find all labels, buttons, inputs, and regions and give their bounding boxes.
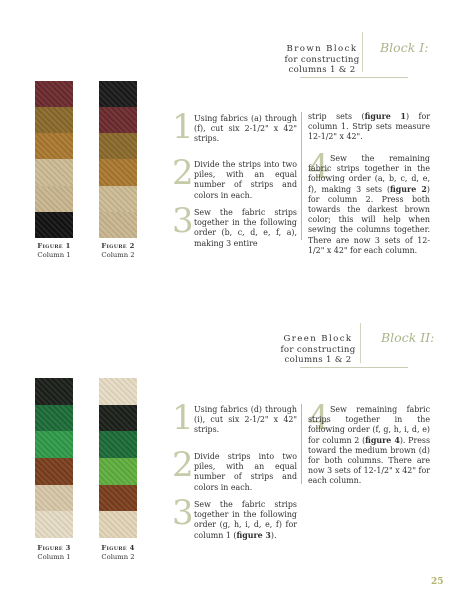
step-text xyxy=(194,500,297,541)
figure4-caption xyxy=(90,544,146,561)
step-number: 3 xyxy=(172,493,194,533)
step-text: Divide the strips into two piles, with an equal number of strips and colors in each. xyxy=(194,160,297,200)
fabric-strip xyxy=(99,133,137,159)
figure1-caption xyxy=(26,242,82,259)
figure3-label: Figure 3 xyxy=(37,544,71,552)
fabric-strip xyxy=(99,107,137,133)
fabric-strip xyxy=(35,485,73,512)
fabric-strip xyxy=(35,511,73,538)
step-text-a: Sew the fabric strips together in the following order (g, h, i, d, e, f) for column 1 ( xyxy=(194,500,297,540)
block2-step4 xyxy=(308,398,433,486)
fabric-strip xyxy=(99,511,137,538)
figure4-label: Figure 4 xyxy=(101,544,135,552)
fabric-strip xyxy=(35,107,73,133)
block1-heading xyxy=(276,44,368,76)
fabric-strip xyxy=(99,405,137,432)
block1-heading-line1: Brown Block xyxy=(286,44,358,54)
step-text-a: Sew remaining fabric strips together in the following order (f, g, h, i, d, e) for column 2 ( xyxy=(308,405,430,445)
block1-step4 xyxy=(308,147,433,255)
figure-ref: figure 4 xyxy=(365,435,400,445)
step-text: Using fabrics (a) through (f), cut six 2-1/2" x 42" strips. xyxy=(194,114,297,144)
block1-step2 xyxy=(172,153,297,200)
figure-ref: figure 2 xyxy=(390,184,427,194)
figure1-label: Figure 1 xyxy=(37,242,71,250)
block2-heading xyxy=(272,334,364,366)
step-number: 3 xyxy=(172,201,194,241)
figure2-sub: Column 2 xyxy=(101,250,135,259)
step-number: 4 xyxy=(308,398,330,438)
block1-step3 xyxy=(172,201,297,248)
block1-heading-line2: for constructing xyxy=(284,54,360,65)
block2-step3 xyxy=(172,493,297,540)
step-number: 2 xyxy=(172,153,194,193)
step-text xyxy=(308,112,430,143)
step-text-b: ). Press toward the medium brown (d) for both columns. There are now 3 sets of 12-1/2" x 42" for each column. xyxy=(308,435,431,486)
block2-column-divider xyxy=(301,404,302,484)
figure1-strip-set xyxy=(35,81,73,238)
fabric-strip xyxy=(35,212,73,238)
figure1-sub: Column 1 xyxy=(37,250,71,259)
figure2-label: Figure 2 xyxy=(101,242,135,250)
step-number: 1 xyxy=(172,107,194,147)
figure4-strip-set xyxy=(99,378,137,538)
block1-tag: Block I: xyxy=(380,40,429,55)
block2-tag: Block II: xyxy=(381,330,435,345)
step-text xyxy=(308,405,430,487)
fabric-strip xyxy=(35,133,73,159)
block2-heading-line1: Green Block xyxy=(283,334,353,344)
block1-heading-line3: columns 1 & 2 xyxy=(288,65,356,75)
fabric-strip xyxy=(99,485,137,512)
fabric-strip xyxy=(99,81,137,107)
step-text xyxy=(308,154,430,256)
figure3-sub: Column 1 xyxy=(37,552,71,561)
step-text: Divide strips into two piles, with an equal number of strips and colors in each. xyxy=(194,452,297,492)
block1-tag-rule xyxy=(300,77,408,78)
figure4-sub: Column 2 xyxy=(101,552,135,561)
step-number: 1 xyxy=(172,398,194,438)
figure2-strip-set xyxy=(99,81,137,238)
fabric-strip xyxy=(35,405,73,432)
fabric-strip xyxy=(99,186,137,212)
step-text: Using fabrics (d) through (i), cut six 2-1/2" x 42" strips. xyxy=(194,405,297,435)
step-text-b: ). xyxy=(270,530,277,540)
figure3-strip-set xyxy=(35,378,73,538)
page-number: 25 xyxy=(431,577,444,587)
step-text-a: Sew the remaining fabric strips together in the following order (a, b, c, d, e, f), making 3 sets ( xyxy=(308,154,430,194)
fabric-strip xyxy=(99,378,137,405)
block2-heading-line3: columns 1 & 2 xyxy=(284,355,352,365)
fabric-strip xyxy=(35,431,73,458)
block2-tag-rule xyxy=(300,367,408,368)
block1-step3-continued xyxy=(308,112,433,142)
fabric-strip xyxy=(35,159,73,185)
fabric-strip xyxy=(35,458,73,485)
block1-step1 xyxy=(172,107,297,154)
step-text-b: ) for column 2. Press both towards the darkest brown color; this will help when sewing the columns together. There are now 3 sets of 12-1/2" x 42" for each column. xyxy=(308,184,431,255)
block1-tag-vertical xyxy=(362,32,363,72)
block2-step2 xyxy=(172,445,297,492)
fabric-strip xyxy=(99,159,137,185)
block2-step1 xyxy=(172,398,297,445)
block2-tag-vertical xyxy=(360,323,361,363)
block1-column-divider xyxy=(301,112,302,240)
step-text-b: ) for column 1. Strip sets measure 12-1/2" x 42". xyxy=(308,112,431,142)
fabric-strip xyxy=(35,378,73,405)
fabric-strip xyxy=(35,81,73,107)
fabric-strip xyxy=(99,458,137,485)
fabric-strip xyxy=(35,186,73,212)
fabric-strip xyxy=(99,431,137,458)
figure3-caption xyxy=(26,544,82,561)
block2-heading-line2: for constructing xyxy=(280,344,356,355)
step-text: Sew the fabric strips together in the following order (b, c, d, e, f, a), making 3 entire xyxy=(194,208,297,248)
figure2-caption xyxy=(90,242,146,259)
fabric-strip xyxy=(99,212,137,238)
step-text-a: strip sets ( xyxy=(308,112,365,121)
step-number: 2 xyxy=(172,445,194,485)
figure-ref: figure 3 xyxy=(236,530,271,540)
figure-ref: figure 1 xyxy=(364,112,406,121)
step-number: 4 xyxy=(308,147,330,187)
